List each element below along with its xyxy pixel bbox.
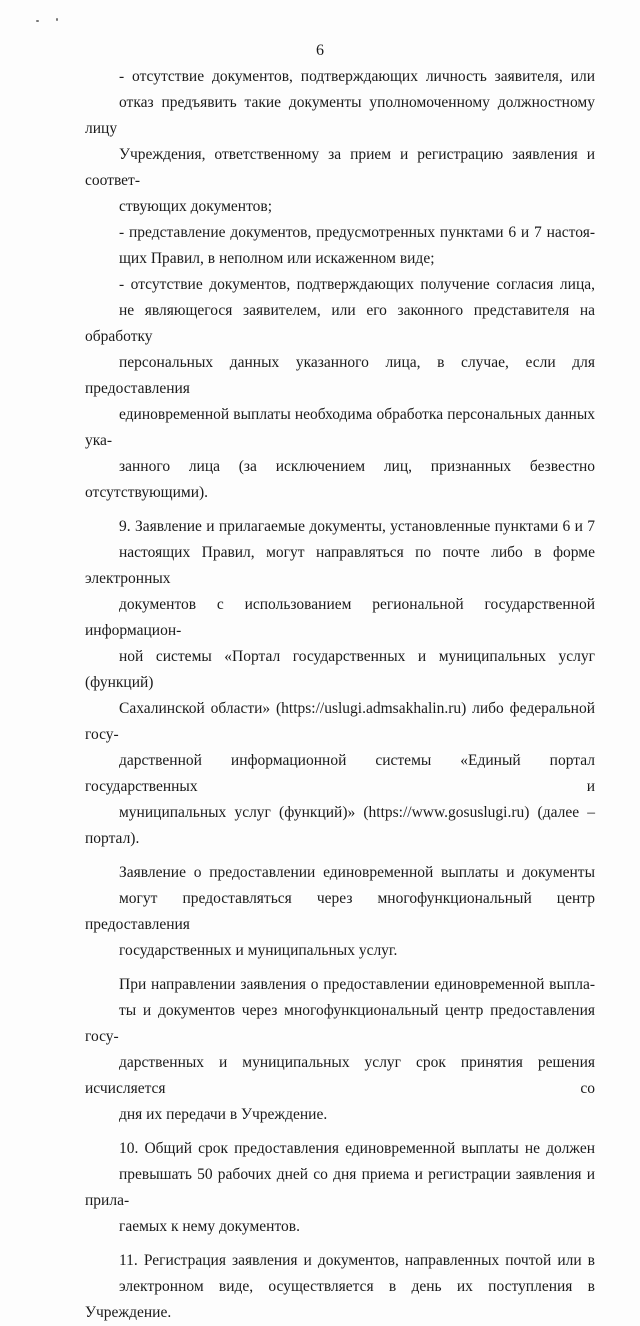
paragraph-clause-9 <box>85 514 595 852</box>
text-line: персональных данных указанного лица, в случае, если для предоставления <box>85 354 595 397</box>
text-line: муниципальных услуг (функций)» (https://www.gosuslugi.ru) (далее – портал). <box>85 804 595 847</box>
paragraph-reason-incomplete-documents <box>85 220 595 272</box>
text-line: могут предоставляться через многофункциональный центр предоставления <box>85 890 595 933</box>
text-line: - представление документов, предусмотренных пунктами 6 и 7 настоя- <box>119 224 595 241</box>
text-line: дарственных и муниципальных услуг срок принятия решения исчисляется со <box>85 1054 595 1097</box>
text-line: электронном виде, осуществляется в день их поступления в Учреждение. <box>85 1278 595 1321</box>
text-line: ной системы «Портал государственных и муниципальных услуг (функций) <box>85 648 595 691</box>
body-text <box>85 64 595 1326</box>
text-line: - отсутствие документов, подтверждающих личность заявителя, или <box>119 68 595 85</box>
page-number: 6 <box>316 42 324 59</box>
text-line: не являющегося заявителем, или его законного представителя на обработку <box>85 302 595 345</box>
scan-mark <box>36 20 39 22</box>
text-line: Учреждения, ответственному за прием и регистрацию заявления и соответ- <box>85 146 595 189</box>
text-line: превышать 50 рабочих дней со дня приема и регистрации заявления и прила- <box>85 1166 595 1209</box>
paragraph-mfc-submission <box>85 860 595 964</box>
text-line: дарственной информационной системы «Единый портал государственных и <box>85 752 595 795</box>
text-line: занного лица (за исключением лиц, признанных безвестно отсутствующими). <box>85 458 595 501</box>
text-line: 10. Общий срок предоставления единовременной выплаты не должен <box>119 1140 595 1157</box>
text-line: государственных и муниципальных услуг. <box>119 942 398 959</box>
text-line: дня их передачи в Учреждение. <box>119 1106 328 1123</box>
text-line: 11. Регистрация заявления и документов, направленных почтой или в <box>119 1252 595 1269</box>
paragraph-clause-11 <box>85 1248 595 1326</box>
paragraph-clause-10 <box>85 1136 595 1240</box>
text-line: единовременной выплаты необходима обработка персональных данных ука- <box>85 406 595 449</box>
text-line: Сахалинской области» (https://uslugi.admsakhalin.ru) либо федеральной госу- <box>85 700 595 743</box>
text-line: 9. Заявление и прилагаемые документы, установленные пунктами 6 и 7 <box>119 518 595 535</box>
text-line: щих Правил, в неполном или искаженном виде; <box>119 250 435 267</box>
paragraph-reason-consent <box>85 272 595 506</box>
text-line: ствующих документов; <box>119 198 273 215</box>
text-line: документов с использованием региональной государственной информацион- <box>85 596 595 639</box>
text-line: Заявление о предоставлении единовременной выплаты и документы <box>119 864 595 881</box>
paragraph-mfc-deadline <box>85 972 595 1128</box>
text-line: отказ предъявить такие документы уполномоченному должностному лицу <box>85 94 595 137</box>
text-line: ты и документов через многофункциональный центр предоставления госу- <box>85 1002 595 1045</box>
text-line: гаемых к нему документов. <box>119 1218 300 1235</box>
text-line: - отсутствие документов, подтверждающих получение согласия лица, <box>119 276 595 293</box>
text-line: При направлении заявления о предоставлении единовременной выпла- <box>119 976 595 993</box>
paragraph-reason-identity-documents <box>85 64 595 220</box>
text-line: настоящих Правил, могут направляться по почте либо в форме электронных <box>85 544 595 587</box>
scan-mark <box>56 18 58 21</box>
